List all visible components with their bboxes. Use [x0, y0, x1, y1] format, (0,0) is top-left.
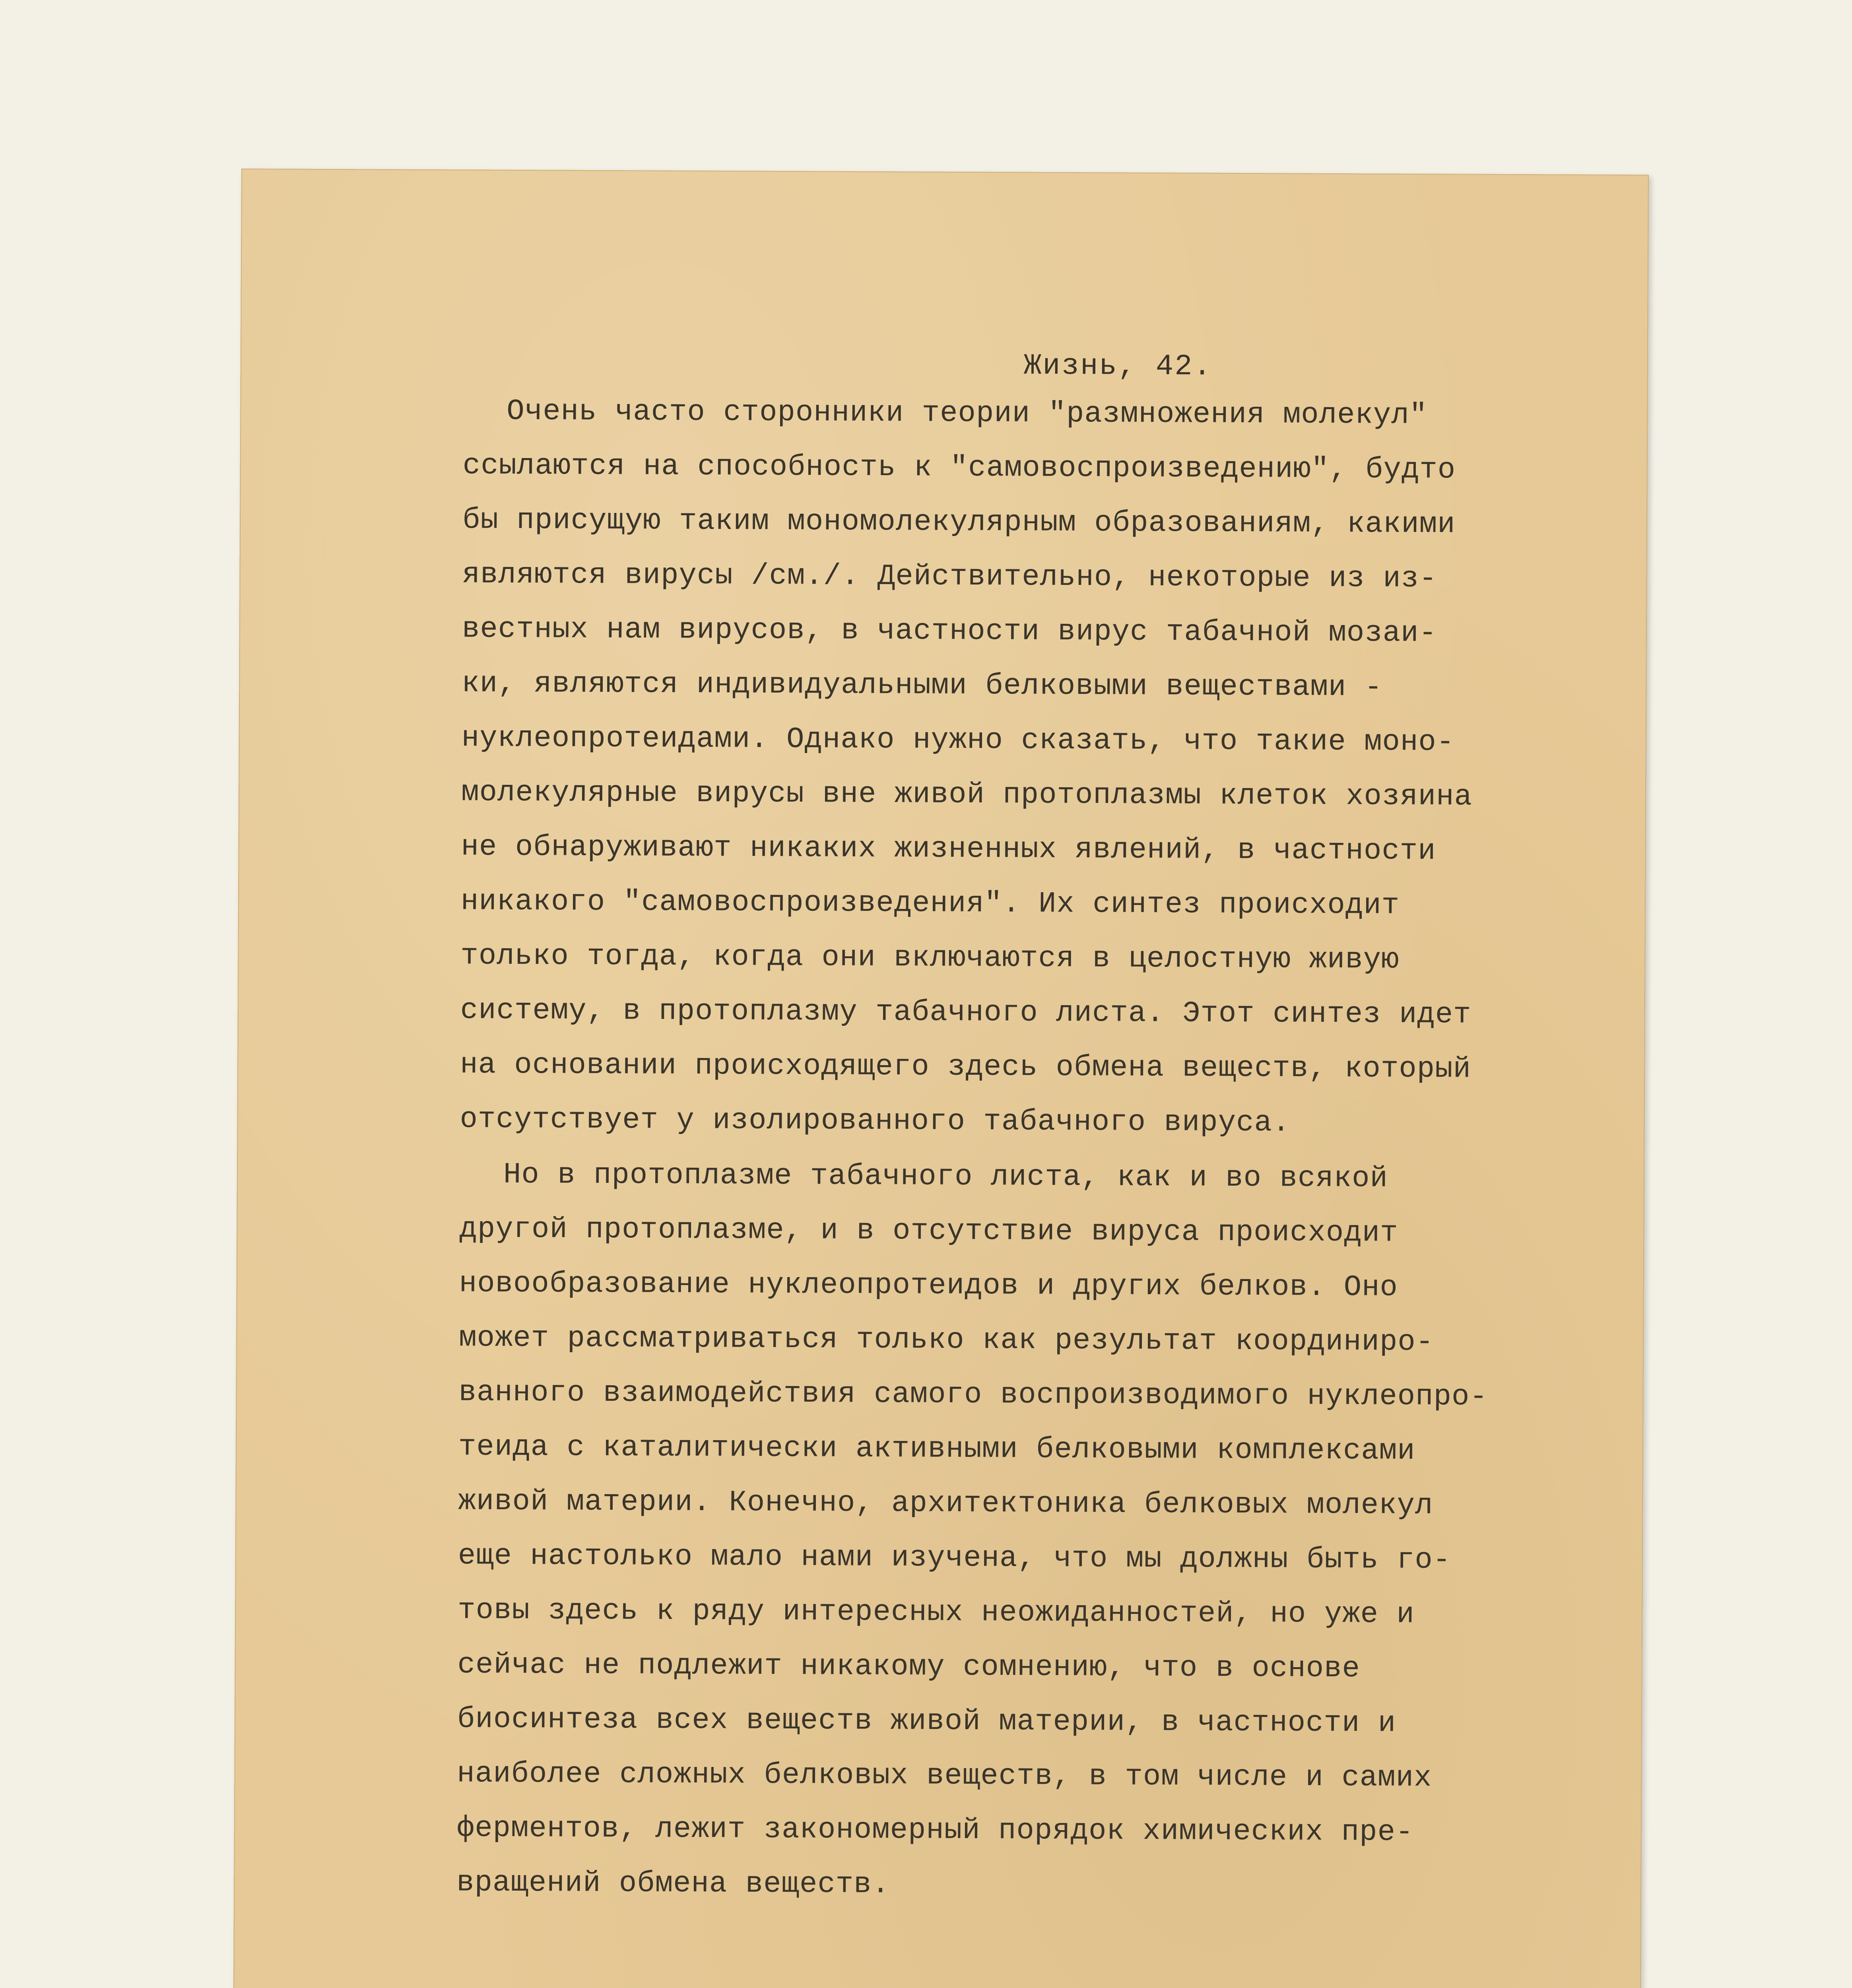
text-line: вестных нам вирусов, в частности вирус табачной мозаи- [462, 612, 1437, 650]
text-line: ссылаются на способность к "самовоспроизведению", будто [462, 449, 1456, 487]
text-line: другой протоплазме, и в отсутствие вируса происходит [459, 1212, 1398, 1250]
text-line: Но в протоплазме табачного листа, как и во всякой [503, 1158, 1388, 1196]
text-line: систему, в протоплазму табачного листа. Этот синтез идет [460, 994, 1472, 1032]
text-line: нуклеопротеидами. Однако нужно сказать, что такие моно- [461, 721, 1455, 759]
text-line: еще настолько мало нами изучена, что мы должны быть го- [458, 1539, 1451, 1577]
text-line: Очень часто сторонники теории "размножения молекул" [507, 394, 1428, 433]
text-line: живой материи. Конечно, архитектоника белковых молекул [458, 1485, 1433, 1523]
page-header: Жизнь, 42. [1023, 349, 1213, 384]
text-line: товы здесь к ряду интересных неожиданностей, но уже и [457, 1594, 1415, 1631]
text-line: ферментов, лежит закономерный порядок химических пре- [456, 1811, 1414, 1849]
text-line: не обнаруживают никаких жизненных явлений, в частности [461, 830, 1436, 868]
body-text [456, 384, 1648, 1915]
text-line: новообразование нуклеопротеидов и других белков. Оно [459, 1267, 1398, 1305]
text-line: отсутствует у изолированного табачного вируса. [460, 1103, 1291, 1140]
text-line: никакого "самовоспроизведения". Их синтез происходит [460, 885, 1400, 922]
text-line: сейчас не подлежит никакому сомнению, что в основе [457, 1648, 1361, 1686]
text-line: бы присущую таким мономолекулярным образованиям, какими [462, 503, 1456, 542]
text-line: молекулярные вирусы вне живой протоплазмы клеток хозяина [461, 776, 1473, 814]
typewritten-page [233, 169, 1649, 1988]
text-line: вращений обмена веществ. [456, 1866, 890, 1902]
paragraph-2 [456, 1147, 1644, 1915]
text-line: биосинтеза всех веществ живой материи, в частности и [457, 1703, 1396, 1740]
text-line: теида с каталитически активными белковыми комплексами [458, 1430, 1415, 1468]
text-line: наиболее сложных белковых веществ, в том числе и самих [457, 1757, 1432, 1795]
text-line: на основании происходящего здесь обмена веществ, который [460, 1048, 1472, 1086]
paragraph-1 [460, 384, 1648, 1152]
text-line: ванного взаимодействия самого воспроизводимого нуклеопро- [458, 1376, 1488, 1414]
text-line: только тогда, когда они включаются в целостную живую [460, 939, 1400, 977]
text-line: ки, являются индивидуальными белковыми веществами - [462, 667, 1383, 705]
text-line: может рассматриваться только как результат координиро- [458, 1321, 1434, 1359]
text-line: являются вирусы /см./. Действительно, некоторые из из- [462, 558, 1437, 596]
